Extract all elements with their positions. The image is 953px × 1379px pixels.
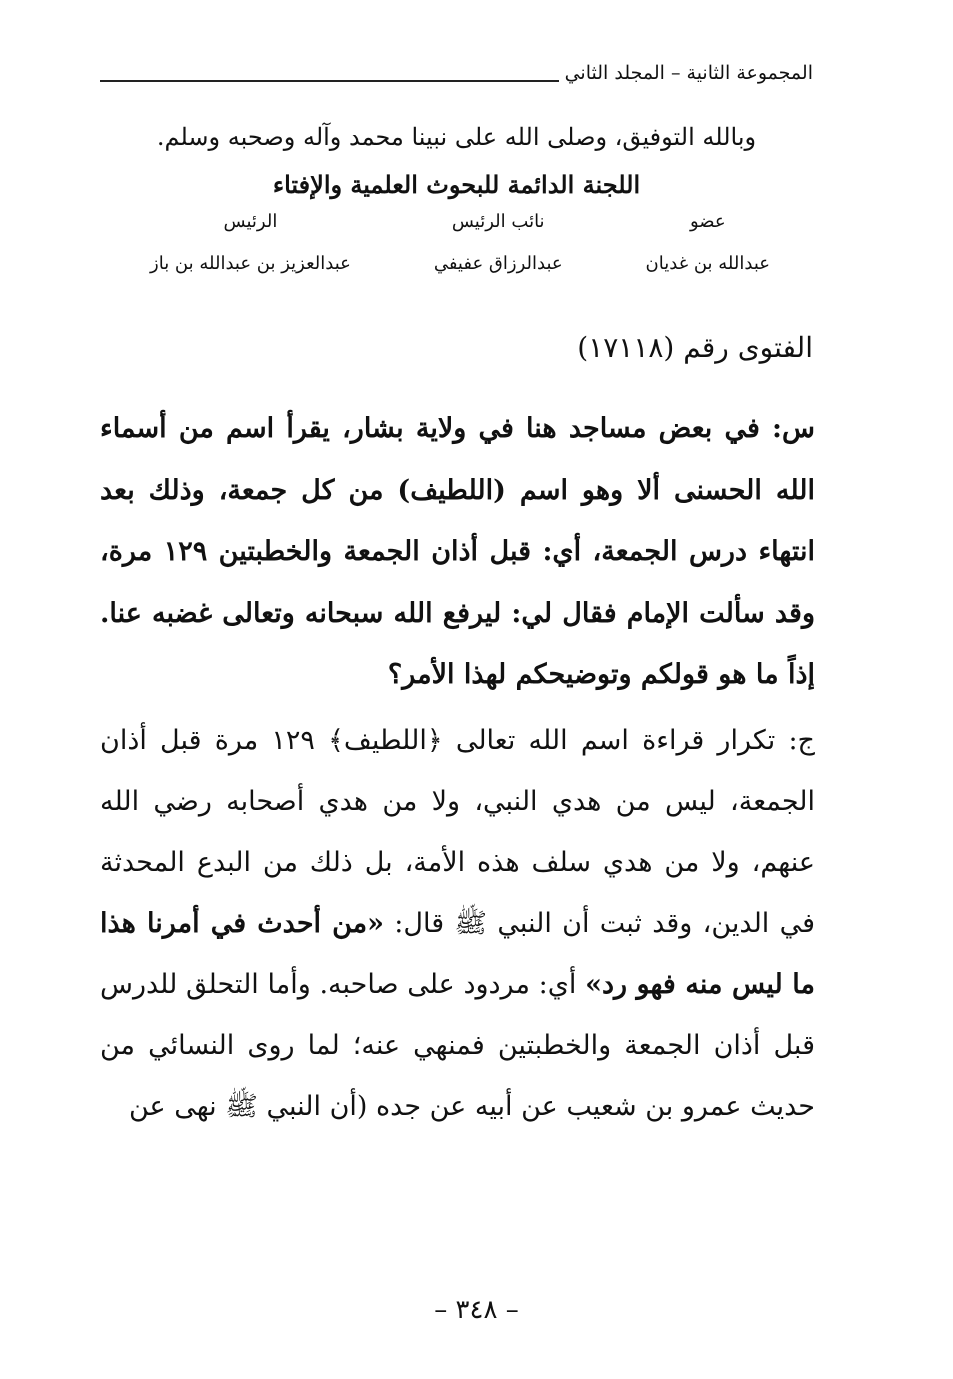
answer-paragraph xyxy=(100,710,815,1137)
signatory-name: عبدالرزاق عفيفي xyxy=(433,253,563,274)
running-header xyxy=(100,60,813,86)
signatory-name: عبدالله بن غديان xyxy=(645,253,770,274)
signatory-member xyxy=(646,208,770,278)
closing-line: وبالله التوفيق، وصلى الله على نبينا محمد وآله وصحبه وسلم. xyxy=(156,123,757,151)
signatory-deputy xyxy=(434,208,563,278)
signatories-block xyxy=(150,208,770,278)
answer-text-part1: ج: تكرار قراءة اسم الله تعالى ﴿اللطيف﴾ ١٢٩ مرة قبل أذان الجمعة، ليس من هدي النبي، ولا من هدي أصحابه رضي الله عنهم، ولا من هدي سلف هذه الأمة، بل ذلك من البدع المحدثة في الدين، وقد ثبت أن النبي ﷺ قال: xyxy=(100,725,815,939)
signatory-president xyxy=(150,208,351,278)
header-rule xyxy=(100,80,559,82)
fatwa-number: الفتوى رقم (١٧١١٨) xyxy=(577,331,813,364)
signatory-role: نائب الرئيس xyxy=(451,211,545,232)
committee-title: اللجنة الدائمة للبحوث العلمية والإفتاء xyxy=(272,170,641,199)
signatory-role: الرئيس xyxy=(223,211,278,232)
signatory-role: عضو xyxy=(689,211,726,232)
answer-text-part2: أي: مردود على صاحبه. وأما التحلق للدرس قبل أذان الجمعة والخطبتين فمنهي عنه؛ لما روى النسائي من حديث عمرو بن شعيب عن أبيه عن جده (أن النبي ﷺ نهى عن xyxy=(100,969,815,1122)
signatory-name: عبدالعزيز بن عبدالله بن باز xyxy=(150,253,351,274)
question-paragraph: س: في بعض مساجد هنا في ولاية بشار، يقرأ اسم من أسماء الله الحسنى ألا وهو اسم (اللطيف) من كل جمعة، وذلك بعد انتهاء درس الجمعة، أي: قبل أذان الجمعة والخطبتين ١٢٩ مرة، وقد سألت الإمام فقال لي: ليرفع الله سبحانه وتعالى غضبه عنا. إذاً ما هو قولكم وتوضيحكم لهذا الأمر؟ xyxy=(100,413,815,690)
running-title: المجموعة الثانية – المجلد الثاني xyxy=(564,62,813,84)
page-number: – ٣٤٨ – xyxy=(434,1295,519,1325)
hadith-quote: «من أحدث في أمرنا هذا ما ليس منه فهو رد» xyxy=(100,908,815,1000)
